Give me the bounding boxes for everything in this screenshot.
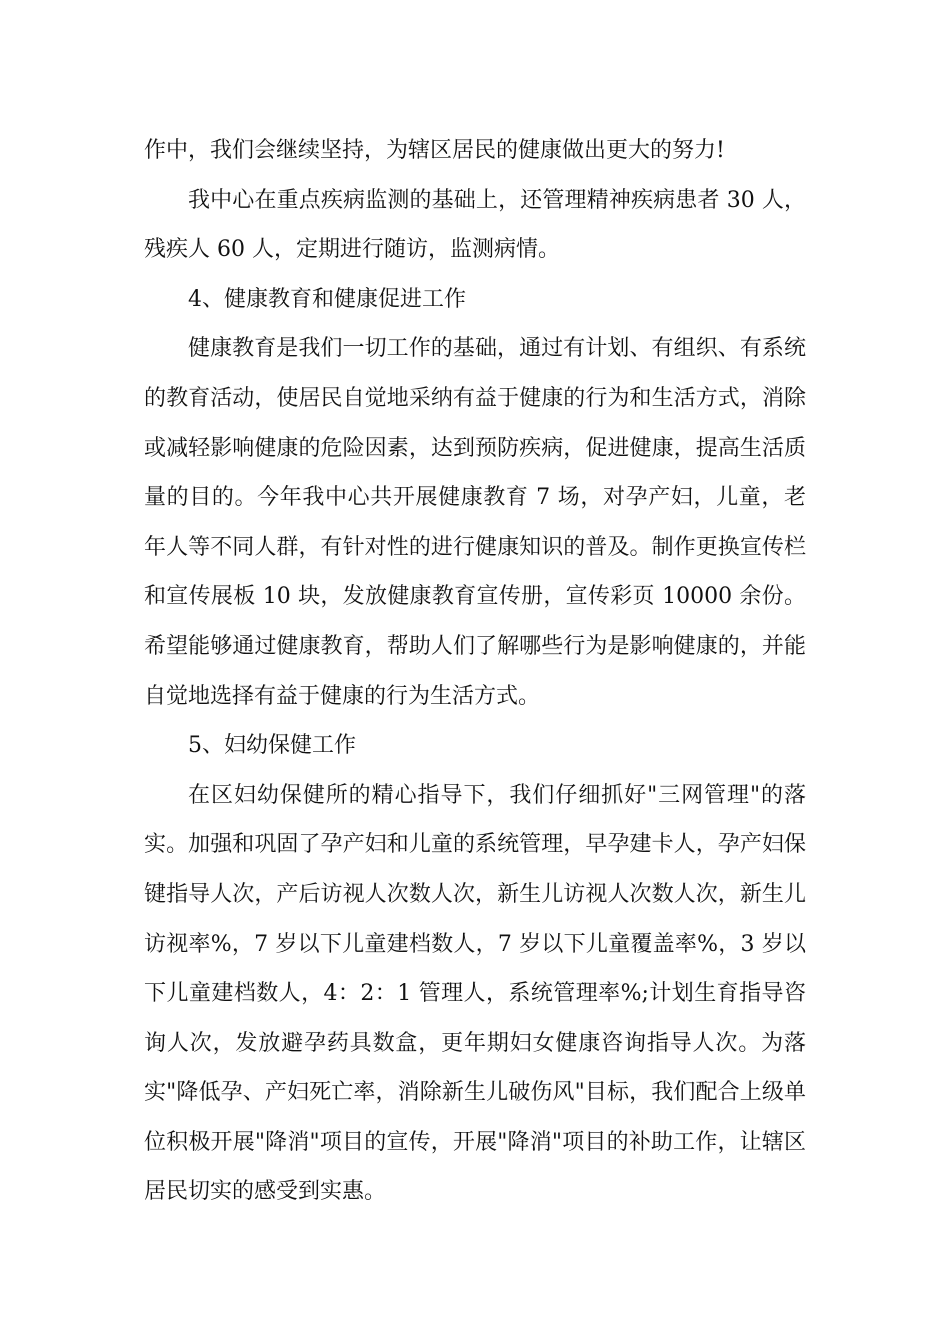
paragraph-health-education: 健康教育是我们一切工作的基础，通过有计划、有组织、有系统的教育活动，使居民自觉地采纳有益于健康的行为和生活方式，消除或减轻影响健康的危险因素，达到预防疾病，促进健康，提高生活质量的目的。今年我中心共开展健康教育 7 场，对孕产妇，儿童，老年人等不同人群，有针对性的进行健康知识的普及。制作更换宣传栏和宣传展板 10 块，发放健康教育宣传册，宣传彩页 10000 余份。希望能够通过健康教育，帮助人们了解哪些行为是影响健康的，并能自觉地选择有益于健康的行为生活方式。	[144, 336, 806, 709]
paragraph-continuation: 作中，我们会继续坚持，为辖区居民的健康做出更大的努力!	[144, 138, 725, 163]
section-heading-maternal-child-health: 5、妇幼保健工作	[188, 733, 356, 759]
paragraph-mental-illness-management: 我中心在重点疾病监测的基础上，还管理精神疾病患者 30 人，残疾人 60 人，定期进行随访，监测病情。	[144, 187, 806, 263]
document-body	[144, 126, 806, 1217]
paragraph-maternal-child-health: 在区妇幼保健所的精心指导下，我们仔细抓好"三网管理"的落实。加强和巩固了孕产妇和儿童的系统管理，早孕建卡人，孕产妇保键指导人次，产后访视人次数人次，新生儿访视人次数人次，新生儿访视率%，7 岁以下儿童建档数人，7 岁以下儿童覆盖率%，3 岁以下儿童建档数人，4：2：1 管理人，系统管理率%;计划生育指导咨询人次，发放避孕药具数盒，更年期妇女健康咨询指导人次。为落实"降低孕、产妇死亡率，消除新生儿破伤风"目标，我们配合上级单位积极开展"降消"项目的宣传，开展"降消"项目的补助工作，让辖区居民切实的感受到实惠。	[144, 782, 806, 1205]
section-heading-health-education: 4、健康教育和健康促进工作	[188, 286, 466, 312]
